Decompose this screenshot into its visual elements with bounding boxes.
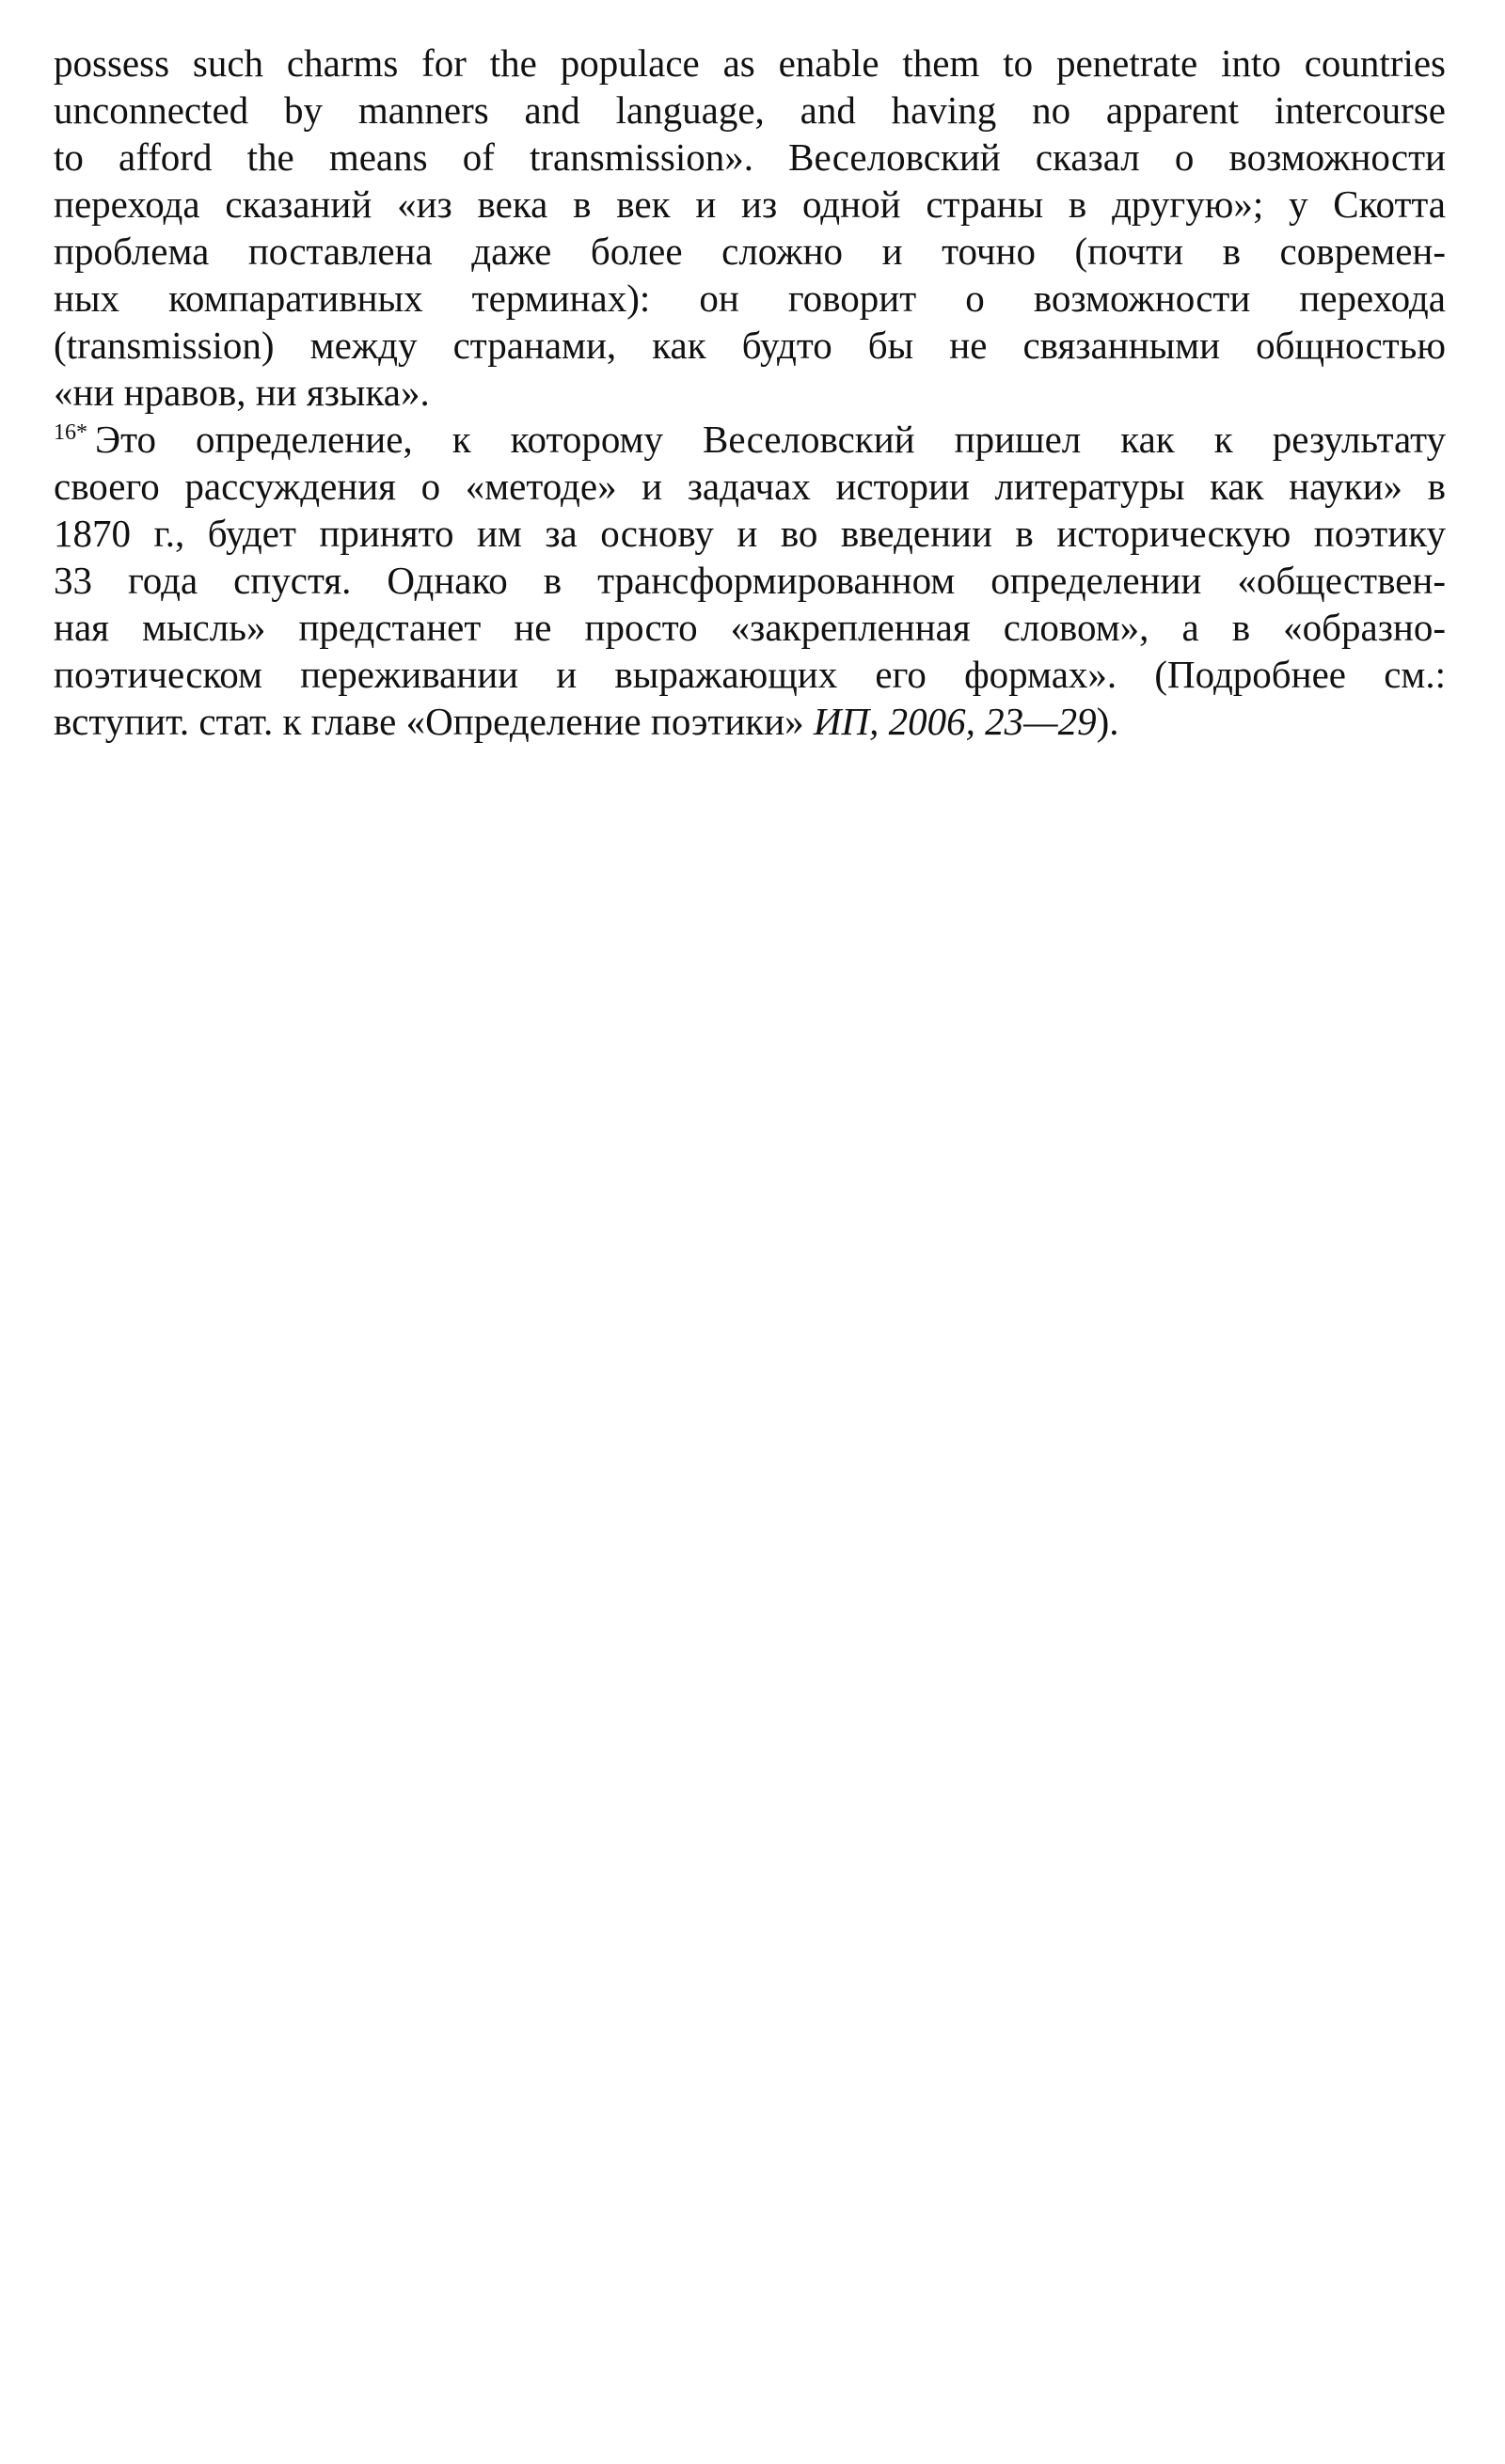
text-line: possess such charms for the populace as enable them to penetrate into countries: [54, 41, 1446, 85]
footnote-number: 16*: [54, 420, 87, 445]
footnotes-page: [54, 39, 1446, 745]
text-line: ных компаративных терминах): он говорит о возможности перехода: [54, 276, 1446, 320]
citation: ИП, 2006, 23—29: [813, 700, 1097, 743]
footnote-16-first-line: Это определение, к которому Веселовский пришел как к результату: [95, 418, 1446, 461]
text-line: ная мысль» предстанет не просто «закрепленная словом», а в «образно-: [54, 606, 1446, 649]
text-line: своего рассуждения о «методе» и задачах истории литературы как науки» в: [54, 465, 1446, 508]
last-line-prefix: вступит. стат. к главе «Определение поэтики»: [54, 700, 814, 743]
text-line: unconnected by manners and language, and having no apparent intercourse: [54, 88, 1446, 132]
footnote-15-continuation: [54, 39, 1446, 416]
text-line: to afford the means of transmission». Веселовский сказал о возможности: [54, 135, 1446, 179]
text-line: 33 года спустя. Однако в трансформированном определении «обществен-: [54, 559, 1446, 602]
text-line: проблема поставлена даже более сложно и точно (почти в современ-: [54, 229, 1446, 273]
text-line: перехода сказаний «из века в век и из одной страны в другую»; у Скотта: [54, 182, 1446, 226]
text-line: [54, 416, 1446, 463]
text-line: (transmission) между странами, как будто бы не связанными общностью: [54, 324, 1446, 367]
last-line-suffix: ).: [1096, 700, 1119, 743]
text-line: [54, 698, 1446, 745]
text-line: «ни нравов, ни языка».: [54, 371, 430, 414]
text-line: поэтическом переживании и выражающих его формах». (Подробнее см.:: [54, 653, 1446, 696]
footnote-16: [54, 416, 1446, 745]
text-line: 1870 г., будет принято им за основу и во введении в историческую поэтику: [54, 512, 1446, 555]
